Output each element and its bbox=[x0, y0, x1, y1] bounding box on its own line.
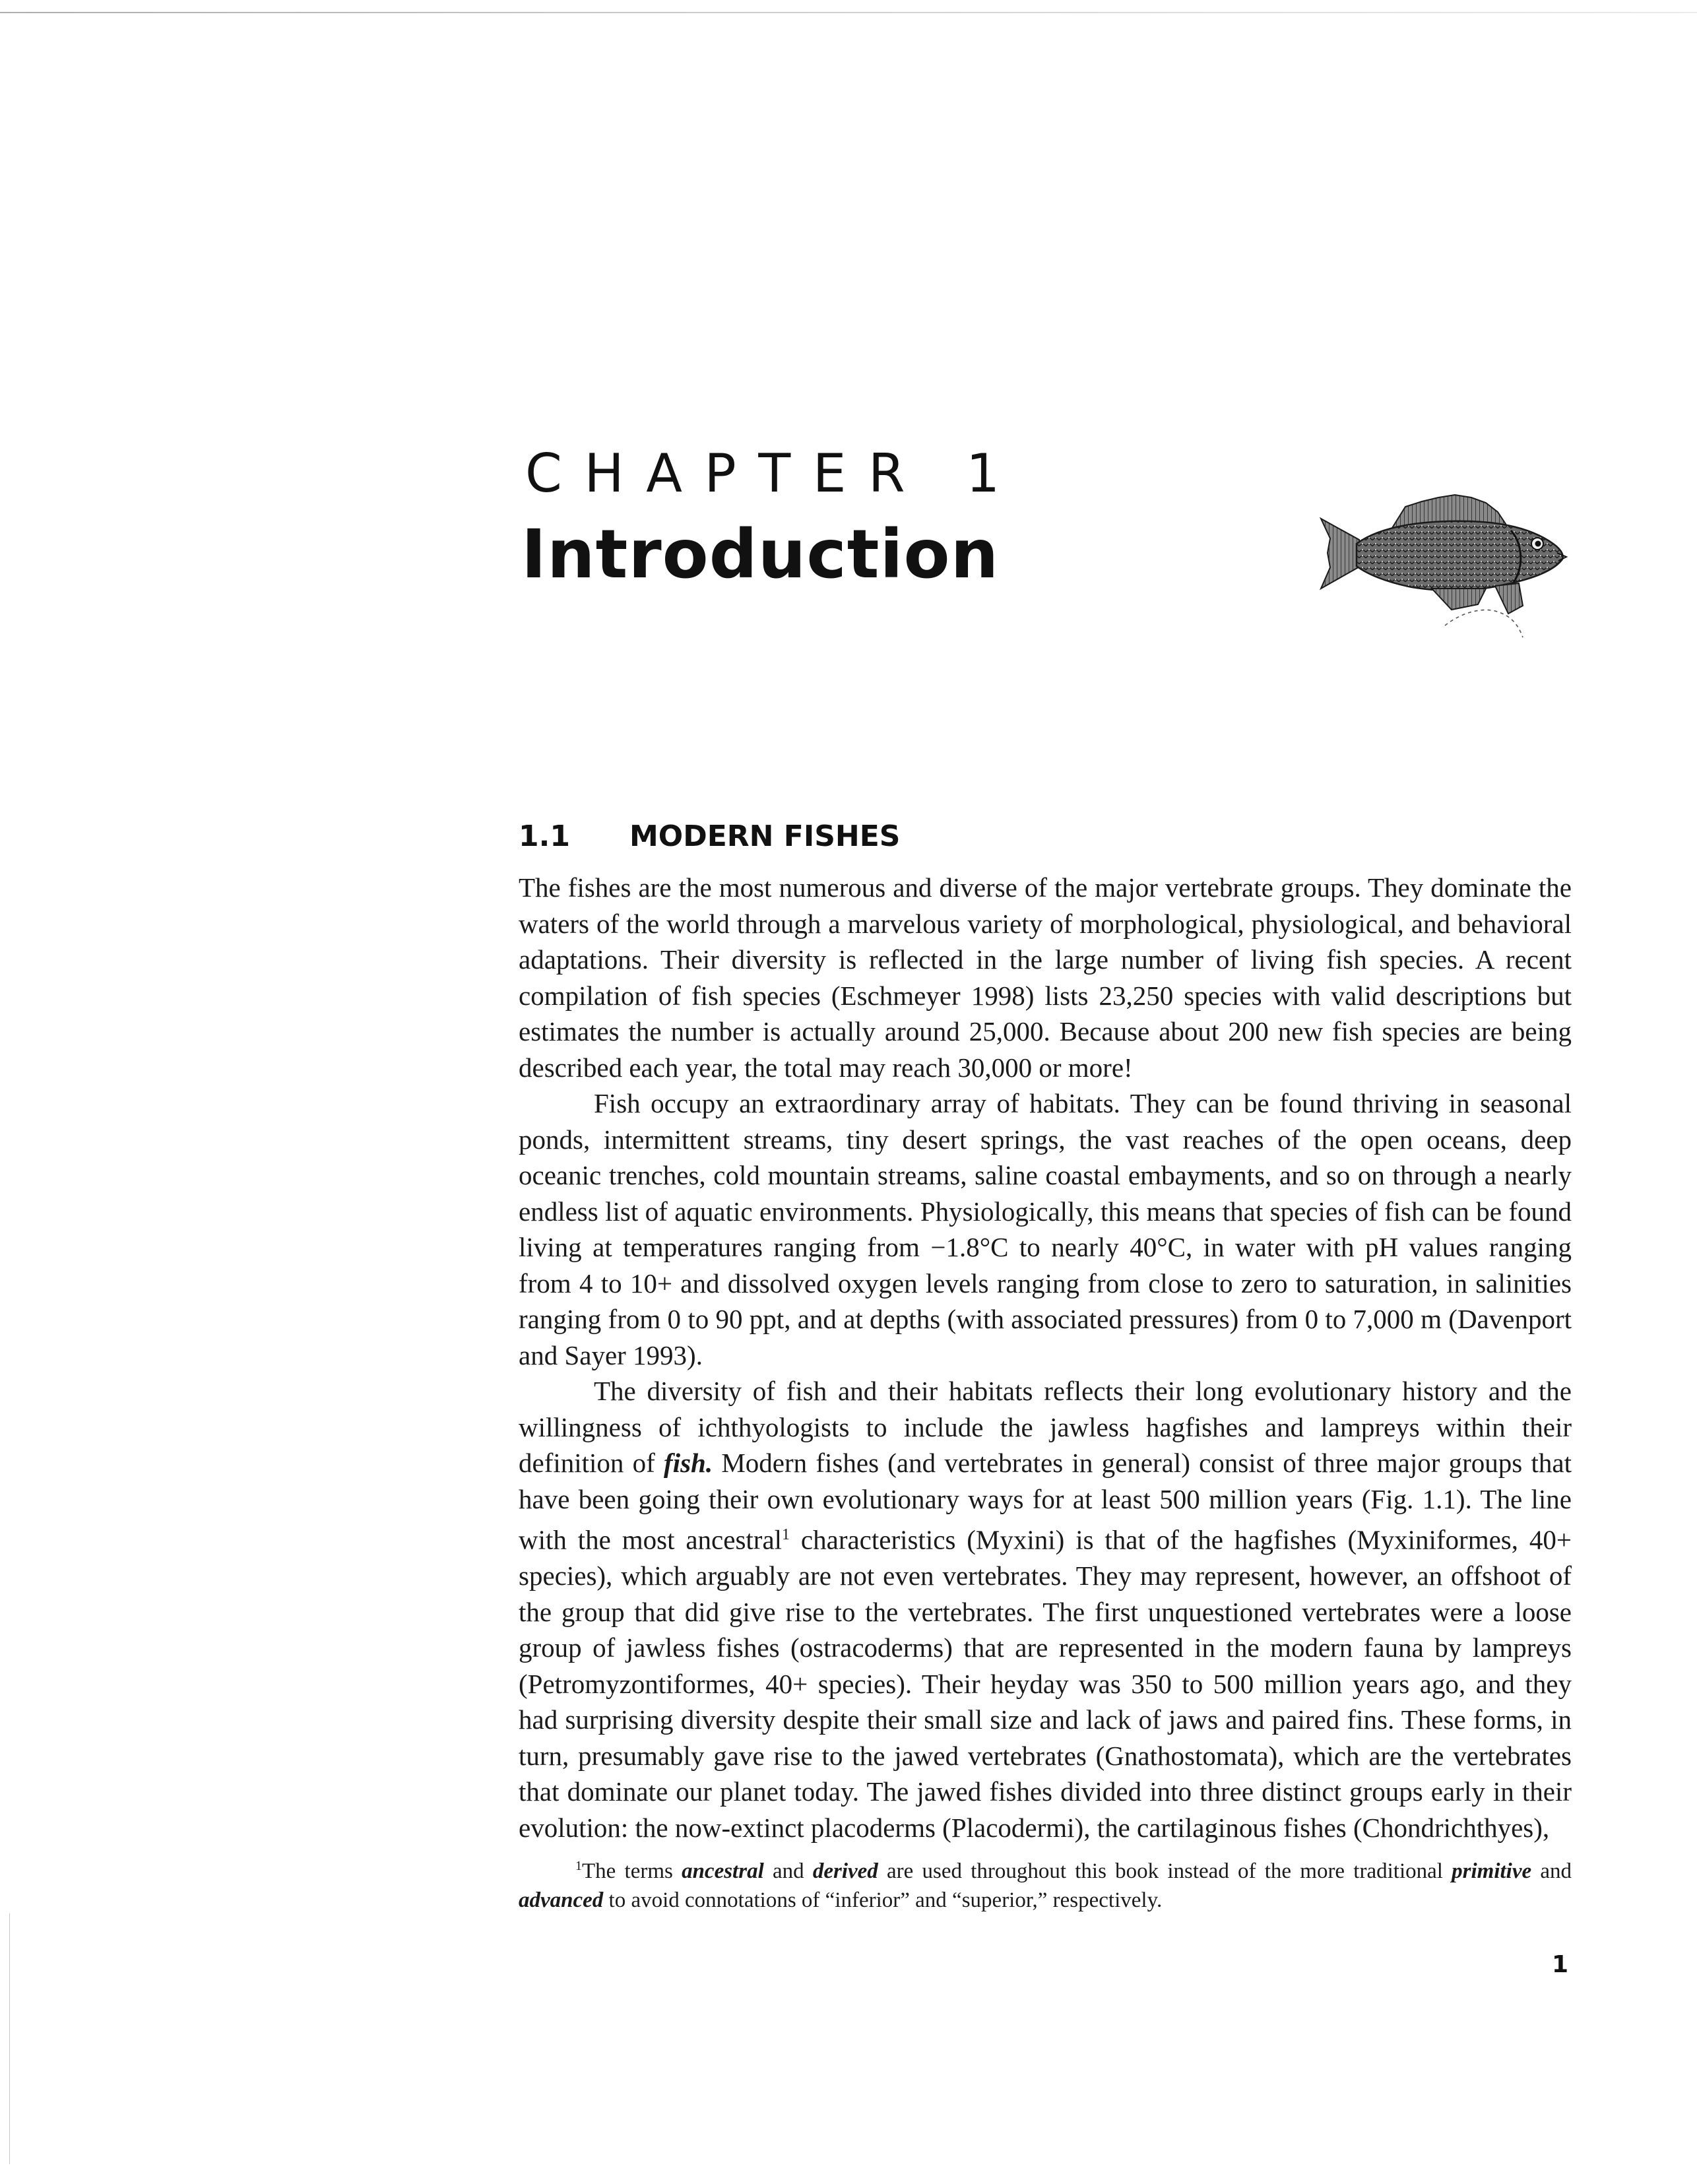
fish-body bbox=[1357, 521, 1563, 591]
section-title: MODERN FISHES bbox=[629, 819, 901, 853]
paragraph bbox=[519, 1373, 1572, 1846]
footnote-text: The terms bbox=[582, 1859, 682, 1883]
footnote-term: ancestral bbox=[682, 1859, 764, 1883]
section-heading bbox=[519, 819, 901, 853]
body-text bbox=[519, 870, 1572, 1846]
emphasis-text: fish. bbox=[664, 1448, 713, 1478]
footnote-term: primitive bbox=[1452, 1859, 1532, 1883]
paragraph: Fish occupy an extraordinary array of habitats. They can be found thriving in seasonal ponds, intermittent streams, tiny desert springs, the vast reaches of the open oceans, deep oceanic trenches, cold mountain streams, saline coastal embayments, and so on through a nearly endless list of aquatic environments. Physiologically, this means that species of fish can be found living at temperatures ranging from −1.8°C to nearly 40°C, in water with pH values ranging from 4 to 10+ and dissolved oxygen levels ranging from close to zero to saturation, in salinities ranging from 0 to 90 ppt, and at depths (with associated pressures) from 0 to 7,000 m (Davenport and Sayer 1993). bbox=[519, 1088, 1572, 1370]
paragraph-text: characteristics (Myxini) is that of the hagfishes (Myxiniformes, 40+ species), which arguably are not even vertebrates. They may represent, however, an offshoot of the group that did give rise to the vertebrates. The first unquestioned vertebrates were a loose group of jawless fishes (ostracoderms) that are represented in the modern fauna by lampreys (Petromyzontiformes, 40+ species). Their heyday was 350 to 500 million years ago, and they had surprising diversity despite their small size and lack of jaws and paired fins. These forms, in turn, presumably gave rise to the jawed vertebrates (Gnathostomata), which are the vertebrates that dominate our planet today. The jawed fishes divided into three distinct groups early in their evolution: the now-extinct placoderms (Placodermi), the cartilaginous fishes (Chondrichthyes), bbox=[519, 1524, 1572, 1843]
fishing-line bbox=[1445, 610, 1523, 637]
footnote-term: derived bbox=[812, 1859, 878, 1883]
scan-edge-mark bbox=[9, 1913, 10, 2164]
footnote-text: and bbox=[763, 1859, 813, 1883]
footnote-text: are used throughout this book instead of the more traditional bbox=[878, 1859, 1452, 1883]
section-number: 1.1 bbox=[519, 819, 570, 853]
footnote-marker: 1 bbox=[575, 1859, 582, 1873]
footnote-term: advanced bbox=[519, 1888, 604, 1912]
footnote bbox=[519, 1851, 1572, 1915]
paragraph-text: The diversity of fish and their habitats reflects their long evolutionary history and the willingness of ichthyologists to include the jawless hagfishes and lampreys within their definition of bbox=[519, 1376, 1572, 1478]
caudal-fin bbox=[1321, 519, 1361, 589]
fish-icon bbox=[1313, 475, 1570, 647]
footnote-text: and bbox=[1531, 1859, 1572, 1883]
pelvic-fin bbox=[1495, 583, 1523, 614]
footnote-text: to avoid connotations of “inferior” and “superior,” respectively. bbox=[603, 1888, 1163, 1912]
paragraph: The fishes are the most numerous and diverse of the major vertebrate groups. They dominate the waters of the world through a marvelous variety of morphological, physiological, and behavioral adaptations. Their diversity is reflected in the large number of living fish species. A recent compilation of fish species (Eschmeyer 1998) lists 23,250 species with valid descriptions but estimates the number is actually around 25,000. Because about 200 new fish species are being described each year, the total may reach 30,000 or more! bbox=[519, 872, 1572, 1083]
footnote-reference[interactable]: 1 bbox=[782, 1526, 790, 1543]
anal-fin bbox=[1432, 589, 1486, 610]
chapter-title: Introduction bbox=[521, 515, 1000, 594]
page-number: 1 bbox=[1552, 1951, 1569, 1978]
page-top-rule bbox=[0, 12, 1697, 13]
chapter-label: CHAPTER 1 bbox=[525, 443, 1022, 504]
paragraph-text: Modern fishes (and vertebrates in general) consist of three major groups that have been going their own evolutionary ways for at least 500 million years (Fig. 1.1). The line with the most ancestral bbox=[519, 1448, 1572, 1555]
